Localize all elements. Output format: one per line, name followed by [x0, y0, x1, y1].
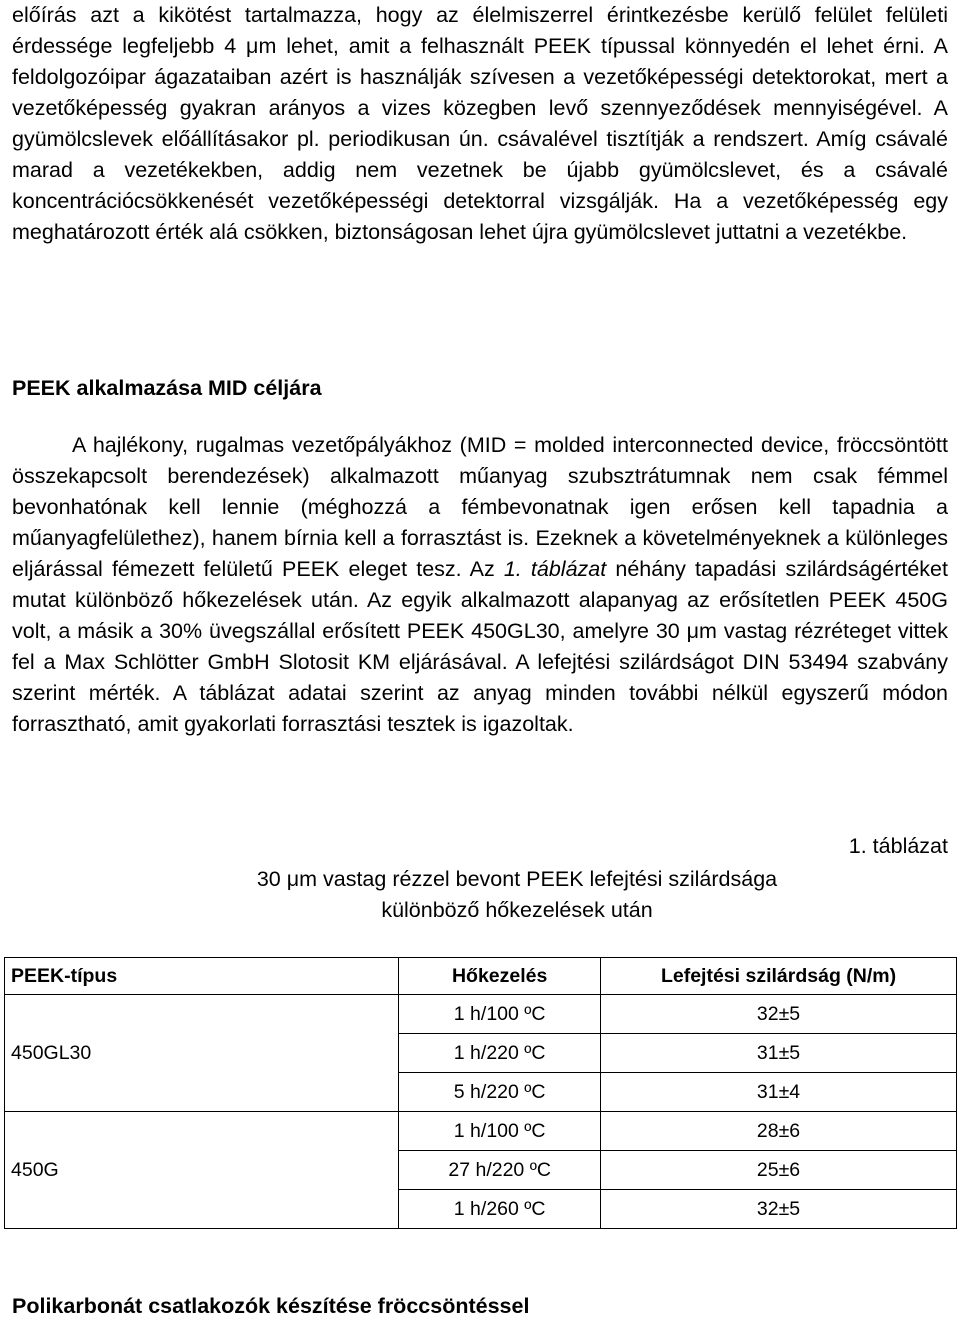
- table-title: [0, 864, 960, 926]
- paragraph-mid-part-1: A hajlékony, rugalmas vezetőpályákhoz (MID = molded interconnected device, fröccsöntött összekapcsolt berendezések) alkalmazott műanyag szubsztrátumnak nem csak fémmel bevonhatónak kell lennie (méghozzá a fémbevonatnak igen erősen kell tapadnia a műanyagfelülethez), hanem bírnia kell a forrasztást is. Ezeknek a követelményeknek a különleges eljárással fémezett felületű PEEK eleget tesz. Az: [12, 433, 948, 581]
- peel-strength-table: [4, 957, 957, 1229]
- cell-heat-treatment: 1 h/260 ºC: [399, 1190, 601, 1229]
- table-title-line-2: különböző hőkezelések után: [381, 898, 653, 922]
- table-title-line-1: 30 μm vastag rézzel bevont PEEK lefejtési szilárdsága: [256, 867, 778, 891]
- cell-peel-strength: 32±5: [601, 995, 957, 1034]
- paragraph-top: előírás azt a kikötést tartalmazza, hogy az élelmiszerrel érintkezésbe kerülő felület felületi érdessége legfeljebb 4 μm lehet, amit a felhasznált PEEK típussal könnyedén el lehet érni. A feldolgozóipar ágazataiban azért is használják szívesen a vezetőképességi detektorokat, mert a vezetőképesség gyakran arányos a vizes közegben levő szennyeződések mennyiségével. A gyümölcslevek előállításakor pl. periodikusan ún. csávalével tisztítják a rendszert. Amíg csávalé marad a vezetékekben, addig nem vezetnek be újabb gyümölcslevet, és a csávalé koncentrációcsökkenését vezetőképességi detektorral vizsgálják. Ha a vezetőképesség egy meghatározott érték alá csökken, biztonságosan lehet újra gyümölcslevet juttatni a vezetékbe.: [12, 3, 948, 244]
- cell-peel-strength: 31±5: [601, 1034, 957, 1073]
- cell-heat-treatment: 1 h/220 ºC: [399, 1034, 601, 1073]
- header-peel-strength: Lefejtési szilárdság (N/m): [601, 958, 957, 995]
- cell-peek-type: 450G: [5, 1112, 399, 1229]
- cell-peek-type: 450GL30: [5, 995, 399, 1112]
- cell-peel-strength: 31±4: [601, 1073, 957, 1112]
- header-heat-treatment: Hőkezelés: [399, 958, 601, 995]
- paragraph-mid-part-2: néhány tapadási szilárdságértéket mutat különböző hőkezelések után. Az egyik alkalmazott alapanyag az erősítetlen PEEK 450G volt, a másik a 30% üvegszállal erősített PEEK 450GL30, amelyre 30 μm vastag rézréteget vittek fel a Max Schlötter GmbH Slotosit KM eljárásával. A lefejtési szilárdságot DIN 53494 szabvány szerint mérték. A táblázat adatai szerint az anyag minden további nélkül egyszerű módon forrasztható, amit gyakorlati forrasztási tesztek is igazoltak.: [12, 557, 948, 736]
- table-header-row: [5, 958, 957, 995]
- cell-peel-strength: 25±6: [601, 1151, 957, 1190]
- table-row: [5, 1112, 957, 1151]
- cell-heat-treatment: 5 h/220 ºC: [399, 1073, 601, 1112]
- section-heading-peek-mid: PEEK alkalmazása MID céljára: [12, 376, 322, 400]
- table-row: [5, 995, 957, 1034]
- header-peek-type: PEEK-típus: [5, 958, 399, 995]
- cell-heat-treatment: 1 h/100 ºC: [399, 995, 601, 1034]
- cell-peel-strength: 32±5: [601, 1190, 957, 1229]
- cell-peel-strength: 28±6: [601, 1112, 957, 1151]
- section-heading-polycarbonate: Polikarbonát csatlakozók készítése fröccsöntéssel: [12, 1294, 530, 1318]
- table-label: 1. táblázat: [848, 834, 948, 858]
- paragraph-mid: [12, 430, 948, 740]
- table-reference: 1. táblázat: [503, 557, 607, 581]
- cell-heat-treatment: 1 h/100 ºC: [399, 1112, 601, 1151]
- cell-heat-treatment: 27 h/220 ºC: [399, 1151, 601, 1190]
